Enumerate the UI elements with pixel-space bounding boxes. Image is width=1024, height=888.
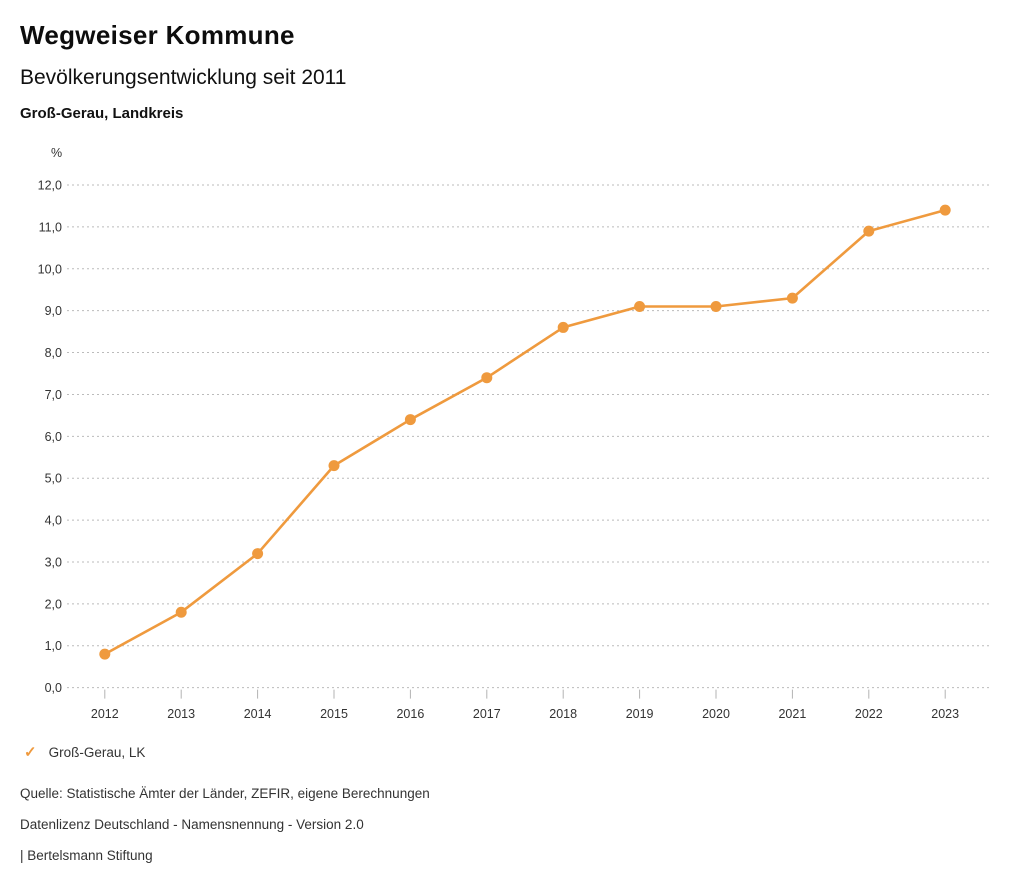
attribution-note: | Bertelsmann Stiftung — [20, 848, 153, 863]
data-point[interactable] — [558, 322, 569, 333]
x-axis-tick-label: 2020 — [702, 707, 730, 721]
data-point[interactable] — [634, 301, 645, 312]
y-axis-tick-label: 6,0 — [44, 429, 62, 444]
data-point[interactable] — [481, 372, 492, 383]
y-axis-tick-label: 3,0 — [44, 555, 62, 570]
x-axis-tick-label: 2016 — [396, 707, 425, 721]
x-axis-tick-label: 2014 — [243, 707, 272, 721]
y-axis-tick-label: 4,0 — [44, 513, 62, 528]
series-line — [105, 210, 945, 654]
legend-check-icon: ✓ — [24, 744, 37, 761]
y-axis-tick-label: 2,0 — [44, 597, 62, 612]
x-axis-tick-label: 2017 — [472, 707, 501, 721]
data-point[interactable] — [711, 301, 722, 312]
y-axis-tick-label: 7,0 — [44, 387, 62, 402]
x-axis-tick-label: 2021 — [778, 707, 807, 721]
x-axis-tick-label: 2022 — [854, 707, 883, 721]
chart-title: Bevölkerungsentwicklung seit 2011 — [20, 66, 347, 89]
data-point[interactable] — [940, 205, 951, 216]
y-axis-tick-label: 5,0 — [44, 471, 62, 486]
population-line-chart — [0, 140, 1024, 732]
y-axis-tick-label: 10,0 — [37, 262, 62, 277]
x-axis-tick-label: 2015 — [320, 707, 348, 721]
legend — [24, 745, 145, 760]
x-axis-tick-label: 2019 — [625, 707, 654, 721]
y-axis-tick-label: 12,0 — [37, 178, 62, 193]
y-axis-tick-label: 8,0 — [44, 346, 62, 361]
y-axis-tick-label: 1,0 — [44, 639, 62, 654]
data-point[interactable] — [329, 460, 340, 471]
chart-canvas — [0, 140, 1024, 732]
data-point[interactable] — [405, 414, 416, 425]
x-axis-tick-label: 2018 — [549, 707, 578, 721]
x-axis-tick-label: 2012 — [90, 707, 119, 721]
y-axis-tick-label: 0,0 — [44, 681, 62, 696]
data-point[interactable] — [176, 607, 187, 618]
data-point[interactable] — [787, 293, 798, 304]
data-point[interactable] — [99, 649, 110, 660]
source-note: Quelle: Statistische Ämter der Länder, ZEFIR, eigene Berechnungen — [20, 786, 430, 801]
data-point[interactable] — [252, 548, 263, 559]
page-title: Wegweiser Kommune — [20, 20, 295, 50]
y-axis-tick-label: 9,0 — [44, 304, 62, 319]
data-point[interactable] — [863, 226, 874, 237]
region-subtitle: Groß-Gerau, Landkreis — [20, 105, 184, 122]
x-axis-tick-label: 2013 — [167, 707, 196, 721]
legend-item-gross-gerau[interactable]: Groß-Gerau, LK — [48, 745, 146, 760]
license-note: Datenlizenz Deutschland - Namensnennung - Version 2.0 — [20, 817, 364, 832]
x-axis-tick-label: 2023 — [931, 707, 960, 721]
y-axis-tick-label: 11,0 — [38, 220, 62, 235]
y-axis-unit-label: % — [51, 146, 63, 160]
